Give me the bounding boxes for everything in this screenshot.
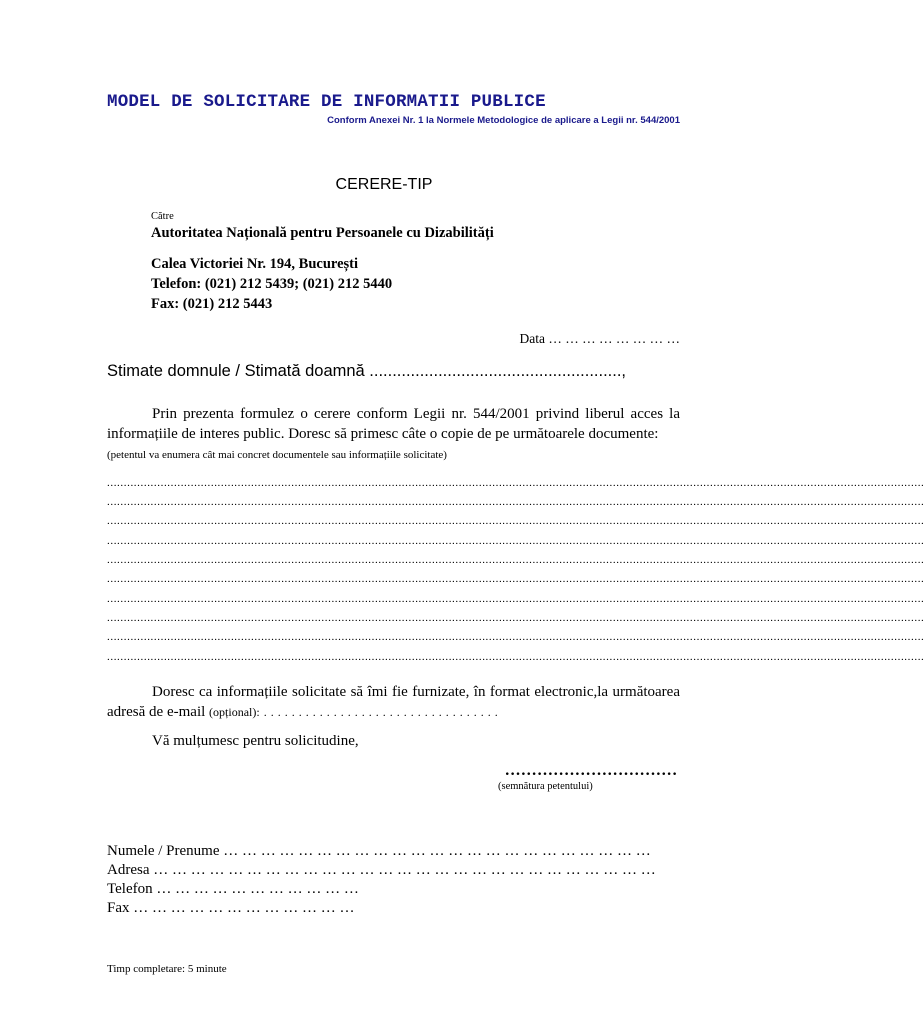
signature-label: (semnătura petentului)	[498, 781, 593, 792]
date-line: Data … … … … … … … …	[519, 331, 680, 346]
signature-line[interactable]: ................................	[505, 762, 678, 779]
document-entry-line[interactable]: ....................................................................................................................................................................................................................................................	[107, 593, 924, 605]
field-phone	[107, 880, 359, 899]
field-name-entry[interactable]: … … … … … … … … … … … … … … … … … … … … … … …	[219, 843, 651, 859]
request-paragraph-text: Prin prezenta formulez o cerere conform Legii nr. 544/2001 privind liberul acces la informațiile de interes public. Doresc să primesc câte o copie de pe următoarele documente:	[107, 406, 680, 442]
field-address-entry[interactable]: … … … … … … … … … … … … … … … … … … … … … … … … … … …	[149, 862, 656, 878]
recipient-fax: Fax: (021) 212 5443	[151, 296, 273, 312]
field-address-label: Adresa	[107, 862, 150, 878]
completion-time-note: Timp completare: 5 minute	[107, 963, 227, 975]
recipient-phone: Telefon: (021) 212 5439; (021) 212 5440	[151, 276, 393, 292]
document-entry-line[interactable]: ....................................................................................................................................................................................................................................................	[107, 573, 924, 585]
document-entry-line[interactable]: ....................................................................................................................................................................................................................................................	[107, 631, 924, 643]
form-subtitle: Conform Anexei Nr. 1 la Normele Metodologice de aplicare a Legii nr. 544/2001	[327, 115, 680, 126]
greeting-line: Stimate domnule / Stimată doamnă .......................................................,	[107, 362, 627, 380]
document-entry-line[interactable]: ....................................................................................................................................................................................................................................................	[107, 515, 924, 527]
document-entry-line[interactable]: ....................................................................................................................................................................................................................................................	[107, 554, 924, 566]
email-entry-dots[interactable]: : . . . . . . . . . . . . . . . . . . . . . . . . . . . . . . . . . .	[256, 705, 499, 719]
field-name-label: Numele / Prenume	[107, 843, 220, 859]
field-fax-label: Fax	[107, 900, 130, 916]
document-entry-line[interactable]: ....................................................................................................................................................................................................................................................	[107, 496, 924, 508]
recipient-institution: Autoritatea Națională pentru Persoanele cu Dizabilități	[151, 225, 494, 241]
instruction-note: (petentul va enumera cât mai concret documentele sau informațiile solicitate)	[107, 449, 447, 461]
form-title: MODEL DE SOLICITARE DE INFORMATII PUBLICE	[107, 92, 546, 112]
field-name	[107, 842, 651, 861]
document-entry-line[interactable]: ....................................................................................................................................................................................................................................................	[107, 612, 924, 624]
recipient-to-label: Către	[151, 211, 174, 222]
field-address	[107, 861, 656, 880]
optional-label: (opțional)	[209, 705, 257, 719]
recipient-address: Calea Victoriei Nr. 194, București	[151, 256, 359, 272]
email-paragraph-text: Doresc ca informațiile solicitate să îmi fie furnizate, în format electronic,la următoarea adresă de e-mail	[107, 684, 680, 720]
document-entry-line[interactable]: ....................................................................................................................................................................................................................................................	[107, 535, 924, 547]
document-entry-line[interactable]: ....................................................................................................................................................................................................................................................	[107, 477, 924, 489]
field-fax-entry[interactable]: … … … … … … … … … … … …	[129, 900, 355, 916]
document-entry-line[interactable]: ....................................................................................................................................................................................................................................................	[107, 651, 924, 663]
thanks-line: Vă mulțumesc pentru solicitudine,	[152, 733, 359, 749]
document-heading: CERERE-TIP	[335, 176, 433, 193]
field-phone-entry[interactable]: … … … … … … … … … … …	[152, 881, 359, 897]
field-fax	[107, 899, 355, 918]
email-paragraph	[107, 682, 680, 722]
request-paragraph	[107, 404, 680, 444]
field-phone-label: Telefon	[107, 881, 153, 897]
